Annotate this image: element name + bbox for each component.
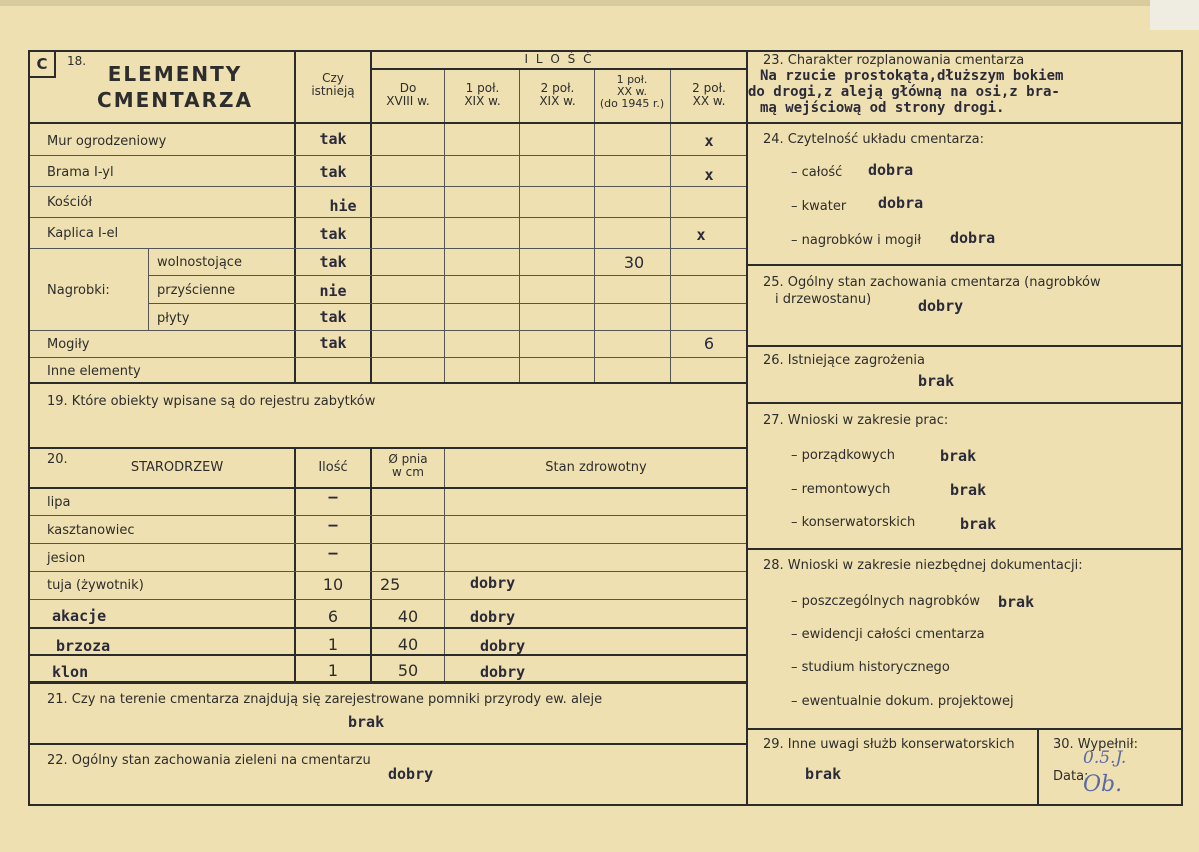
quantity-value: 6 (703, 334, 715, 353)
exists-value: nie (319, 282, 347, 300)
exists-value: tak (319, 253, 347, 271)
section-23-label: 23. Charakter rozplanowania cmentarza (763, 53, 1025, 68)
col-header-1: Do XVIII w. (386, 81, 430, 108)
quantity-value: x (704, 166, 714, 184)
section-23-answer-line2: do drogi,z aleją główną na osi,z bra- (748, 84, 1060, 100)
ilosc-header: I L O Ś Ć (524, 52, 594, 66)
exists-value: tak (319, 130, 347, 148)
section-20-number: 20. (47, 452, 68, 467)
section-29-answer: brak (805, 765, 842, 783)
section-30-date-label: Data: (1053, 769, 1089, 784)
date-handwriting: Ob. (1083, 772, 1123, 797)
section-24-label: 24. Czytelność układu cmentarza: (763, 132, 985, 147)
top-right-strip (1150, 0, 1199, 30)
col-header-2: 1 poł. XIX w. (464, 81, 501, 108)
section-25-label-2: i drzewostanu) (775, 292, 872, 307)
nagrobki-label: Nagrobki: (47, 283, 110, 298)
exists-value: tak (319, 225, 347, 243)
section-22-answer: dobry (388, 765, 434, 783)
section-22-label: 22. Ogólny stan zachowania zieleni na cmentarzu (47, 753, 371, 768)
quantity-value: x (696, 226, 706, 244)
section-21-label: 21. Czy na terenie cmentarza znajdują się zarejestrowane pomniki przyrody ew. aleje (47, 692, 603, 707)
section-18-title-line2: CMENTARZA (97, 88, 253, 112)
exists-value: tak (319, 163, 347, 181)
section-28-label: 28. Wnioski w zakresie niezbędnej dokumentacji: (763, 558, 1083, 573)
section-18-number: 18. (67, 54, 87, 68)
section-26-answer: brak (918, 372, 955, 390)
section-23-answer-line1: Na rzucie prostokąta,dłuższym bokiem (760, 68, 1064, 84)
section-26-label: 26. Istniejące zagrożenia (763, 353, 925, 368)
top-edge (0, 0, 1199, 6)
section-18-title-line1: ELEMENTY (107, 62, 243, 86)
col-header-4: 1 poł. XX w. (do 1945 r.) (599, 73, 665, 110)
corner-letter: C (36, 55, 48, 73)
section-21-answer: brak (348, 713, 385, 731)
exists-value: tak (319, 334, 347, 352)
exists-value: tak (319, 308, 347, 326)
section-23-answer-line3: mą wejściową od strony drogi. (760, 100, 1005, 116)
section-25-label-1: 25. Ogólny stan zachowania cmentarza (nagrobków (763, 275, 1101, 290)
col-qty-header: Ilość (318, 460, 348, 475)
section-25-answer: dobry (918, 297, 964, 315)
section-19-label: 19. Które obiekty wpisane są do rejestru zabytków (47, 394, 376, 409)
quantity-value: 30 (623, 253, 645, 272)
quantity-value: x (704, 132, 714, 150)
signature: 0.5.J. (1083, 748, 1127, 768)
section-30-label: 30. Wypełnił: (1053, 737, 1138, 752)
section-27-label: 27. Wnioski w zakresie prac: (763, 413, 949, 428)
section-29-label: 29. Inne uwagi służb konserwatorskich (763, 737, 1015, 752)
col-header-5: 2 poł. XX w. (692, 81, 726, 108)
col-diam-header: Ø pnia w cm (388, 452, 428, 479)
col-exists-header: Czy istnieją (311, 71, 355, 98)
col-health-header: Stan zdrowotny (545, 460, 647, 475)
section-20-title: STARODRZEW (130, 460, 224, 475)
exists-value: hie (329, 197, 357, 215)
col-header-3: 2 poł. XIX w. (539, 81, 576, 108)
